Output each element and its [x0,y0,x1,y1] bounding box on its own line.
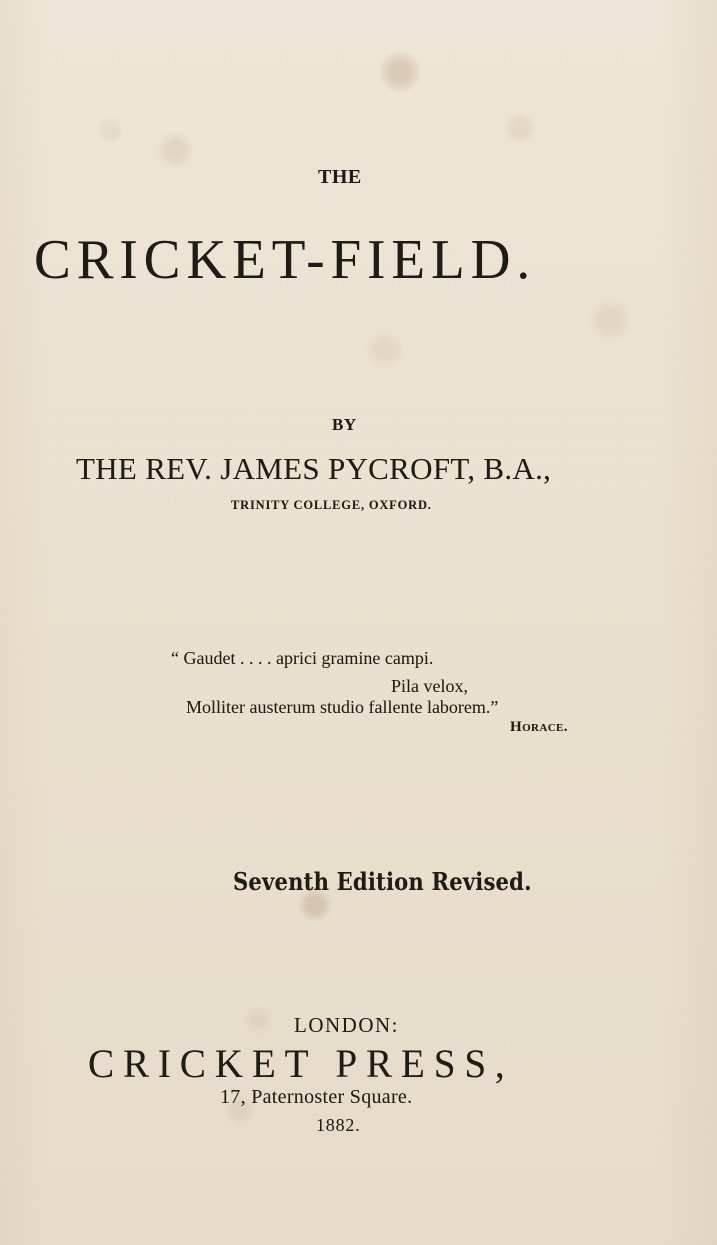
author-college: TRINITY COLLEGE, OXFORD. [231,498,432,512]
quote-line-1: “ Gaudet . . . . aprici gramine campi. [171,648,434,668]
book-title: CRICKET-FIELD. [34,229,537,291]
author-name: THE REV. JAMES PYCROFT, B.A., [76,451,552,486]
quote-line-3: Molliter austerum studio fallente laborem.” [186,697,499,717]
quote-attribution: Horace. [510,719,568,735]
publisher-name: CRICKET PRESS, [88,1041,514,1086]
edition-statement: Seventh Edition Revised. [233,867,532,896]
quote-line-2: Pila velox, [391,676,468,696]
title-prefix: THE [318,166,362,188]
publication-year: 1882. [316,1115,361,1135]
imprint-city: LONDON: [294,1013,399,1037]
publisher-address: 17, Paternoster Square. [220,1086,413,1108]
byline-label: BY [332,415,357,434]
